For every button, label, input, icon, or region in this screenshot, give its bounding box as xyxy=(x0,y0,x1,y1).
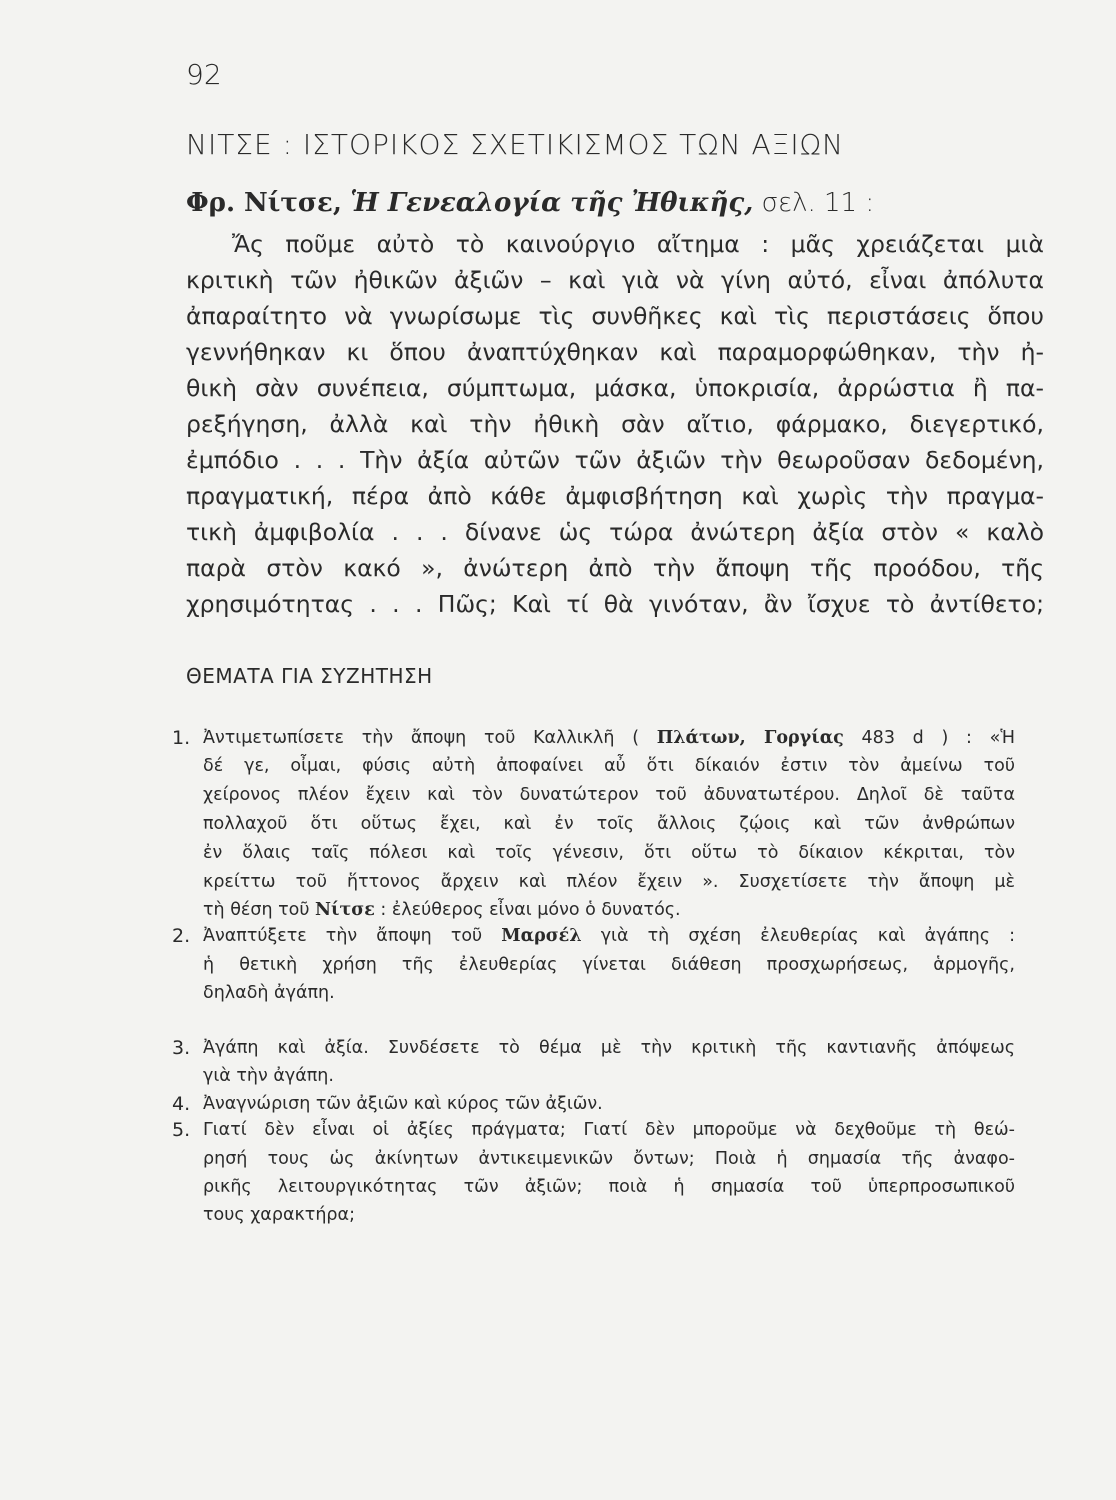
topic-line xyxy=(203,983,335,1003)
topic-text: Ἀγάπη καὶ ἀξία. Συνδέσετε τὸ θέμα μὲ τὴν κριτικὴ τῆς καντιανῆς ἀπόψεως xyxy=(203,1038,1015,1058)
paragraph-line: ἀπαραίτητο νὰ γνωρίσωμε τὶς συνθῆκες καὶ τὶς περιστάσεις ὅπου xyxy=(186,302,1044,330)
bold-reference: Μαρσέλ xyxy=(501,926,582,946)
paragraph-line: πραγματική, πέρα ἀπὸ κάθε ἀμφισβήτηση καὶ χωρὶς τὴν πραγμα- xyxy=(186,482,1044,510)
topic-text: Ἀναγνώριση τῶν ἀξιῶν καὶ κύρος τῶν ἀξιῶν. xyxy=(203,1094,603,1114)
topic-text: γιὰ τὴν ἀγάπη. xyxy=(203,1066,334,1086)
topic-text: δέ γε, οἶμαι, φύσις αὐτὴ ἀποφαίνει αὖ ὅτι δίκαιόν ἐστιν τὸν ἀμείνω τοῦ xyxy=(203,756,1015,776)
paragraph-line: ἐμπόδιο . . . Τὴν ἀξία αὐτῶν τῶν ἀξιῶν τὴν θεωροῦσαν δεδομένη, xyxy=(186,446,1044,474)
bold-reference: Πλάτων, Γοργίας xyxy=(656,728,844,748)
topic-line xyxy=(203,785,1015,805)
topic-text: : ἐλεύθερος εἶναι μόνο ὁ δυνατός. xyxy=(374,900,681,920)
topic-text: ἐν ὅλαις ταῖς πόλεσι καὶ τοῖς γένεσιν, ὅτι οὕτω τὸ δίκαιον κέκριται, τὸν xyxy=(203,843,1015,863)
topic-text: τους χαρακτήρα; xyxy=(203,1205,355,1225)
topic-number: 2. xyxy=(172,925,191,947)
paragraph-line: γεννήθηκαν κι ὅπου ἀναπτύχθηκαν καὶ παραμορφώθηκαν, τὴν ἠ- xyxy=(186,338,1044,366)
citation-author: Φρ. Νίτσε, xyxy=(186,188,342,218)
topic-text: 483 d ) : «Ἡ xyxy=(843,728,1016,748)
topic-text: χείρονος πλέον ἔχειν καὶ τὸν δυνατώτερον τοῦ ἀδυνατωτέρου. Δηλοῖ δὲ ταῦτα xyxy=(203,785,1015,805)
topic-number: 1. xyxy=(172,727,191,749)
topic-line xyxy=(203,1094,603,1114)
topic-line xyxy=(203,872,1015,892)
paragraph-line: κριτικὴ τῶν ἠθικῶν ἀξιῶν – καὶ γιὰ νὰ γίνη αὐτό, εἶναι ἀπόλυτα xyxy=(186,266,1044,294)
topic-line xyxy=(203,1066,334,1086)
topic-text: δηλαδὴ ἀγάπη. xyxy=(203,983,335,1003)
paragraph-line: παρὰ στὸν κακό », ἀνώτερη ἀπὸ τὴν ἄποψη τῆς προόδου, τῆς xyxy=(186,554,1044,582)
topic-text: ρικῆς λειτουργικότητας τῶν ἀξιῶν; ποιὰ ἡ σημασία τοῦ ὑπερπροσωπικοῦ xyxy=(203,1177,1015,1197)
topic-line xyxy=(203,756,1015,776)
topic-line xyxy=(203,926,1015,946)
topic-text: κρείττω τοῦ ἥττονος ἄρχειν καὶ πλέον ἔχειν ». Συσχετίσετε τὴν ἄποψη μὲ xyxy=(203,872,1015,892)
topic-line xyxy=(203,1038,1015,1058)
topic-line xyxy=(203,814,1015,834)
topic-text: πολλαχοῦ ὅτι οὕτως ἔχει, καὶ ἐν τοῖς ἄλλοις ζῴοις καὶ τῶν ἀνθρώπων xyxy=(203,814,1015,834)
topic-text: γιὰ τὴ σχέση ἐλευθερίας καὶ ἀγάπης : xyxy=(581,926,1015,946)
topic-line xyxy=(203,955,1015,975)
topic-text: ἡ θετικὴ χρήση τῆς ἐλευθερίας γίνεται διάθεση προσχωρήσεως, ἁρμογῆς, xyxy=(203,955,1015,975)
topic-text: Γιατί δὲν εἶναι οἱ ἀξίες πράγματα; Γιατί δὲν μποροῦμε νὰ δεχθοῦμε τὴ θεώ- xyxy=(203,1120,1015,1140)
topic-text: τὴ θέση τοῦ xyxy=(203,900,316,920)
page-number: 92 xyxy=(186,58,222,91)
topics-heading: ΘΕΜΑΤΑ ΓΙΑ ΣΥΖΗΤΗΣΗ xyxy=(186,664,433,688)
topic-text: ρησή τους ὡς ἀκίνητων ἀντικειμενικῶν ὄντων; Ποιὰ ἡ σημασία τῆς ἀναφο- xyxy=(203,1149,1015,1169)
topic-line xyxy=(203,843,1015,863)
topic-line xyxy=(203,1177,1015,1197)
paragraph-line: ρεξήγηση, ἀλλὰ καὶ τὴν ἠθικὴ σὰν αἴτιο, φάρμακο, διεγερτικό, xyxy=(186,410,1044,438)
topic-text: Ἀναπτύξετε τὴν ἄποψη τοῦ xyxy=(203,926,502,946)
topic-number: 5. xyxy=(172,1119,191,1141)
section-title: ΝΙΤΣΕ : ΙΣΤΟΡΙΚΟΣ ΣΧΕΤΙΚΙΣΜΟΣ ΤΩΝ ΑΞΙΩΝ xyxy=(186,128,844,161)
topic-line xyxy=(203,1149,1015,1169)
topic-line xyxy=(203,1205,355,1225)
paragraph-line: Ἄς ποῦμε αὐτὸ τὸ καινούργιο αἴτημα : μᾶς χρειάζεται μιὰ xyxy=(232,230,1044,258)
topic-text: Ἀντιμετωπίσετε τὴν ἄποψη τοῦ Καλλικλῆ ( xyxy=(203,728,657,748)
paragraph-line: θικὴ σὰν συνέπεια, σύμπτωμα, μάσκα, ὑποκρισία, ἀρρώστια ἢ πα- xyxy=(186,374,1044,402)
paragraph-line: χρησιμότητας . . . Πῶς; Καὶ τί θὰ γινόταν, ἂν ἴσχυε τὸ ἀντίθετο; xyxy=(186,590,1044,618)
citation xyxy=(186,188,874,218)
bold-reference: Νίτσε xyxy=(315,900,375,920)
topic-number: 4. xyxy=(172,1093,191,1115)
topic-line xyxy=(203,728,1015,748)
citation-work: Ἡ Γενεαλογία τῆς Ἠθικῆς, xyxy=(350,188,754,218)
topic-line xyxy=(203,900,681,920)
topic-number: 3. xyxy=(172,1037,191,1059)
topic-line xyxy=(203,1120,1015,1140)
citation-page: σελ. 11 : xyxy=(761,188,875,218)
paragraph-line: τικὴ ἀμφιβολία . . . δίνανε ὡς τώρα ἀνώτερη ἀξία στὸν « καλὸ xyxy=(186,518,1044,546)
